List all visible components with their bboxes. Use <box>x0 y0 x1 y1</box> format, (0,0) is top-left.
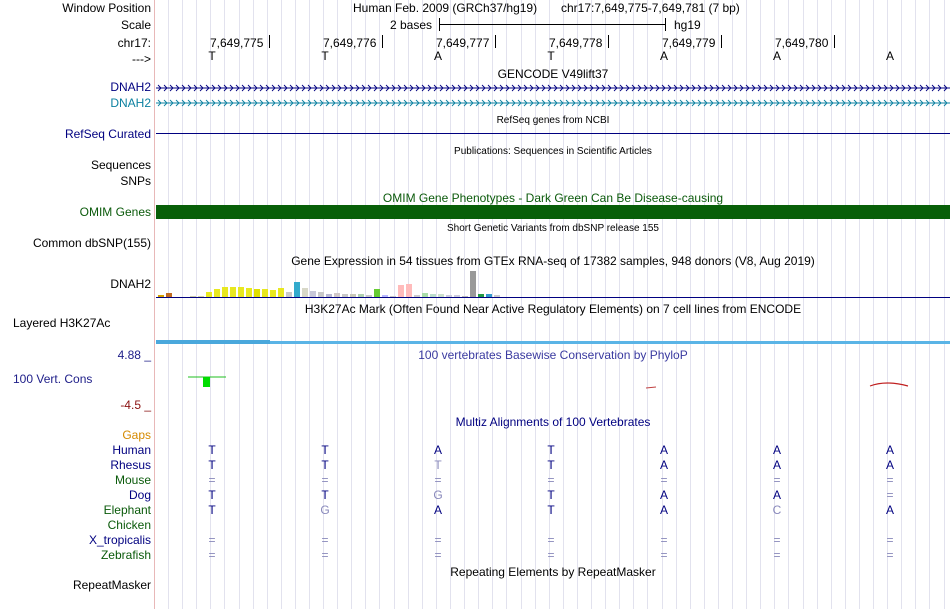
gtex-tissue-bar[interactable] <box>254 289 260 297</box>
gtex-tissue-bar[interactable] <box>206 292 212 297</box>
aligned-base-elephant: G <box>320 503 330 517</box>
aligned-base-elephant: C <box>772 503 782 517</box>
label-chrom: chr17: <box>117 36 151 50</box>
label-gtex-dnah2[interactable]: DNAH2 <box>110 277 151 291</box>
label-gaps[interactable]: Gaps <box>122 428 151 442</box>
aligned-base-elephant: T <box>547 503 555 517</box>
label-repeatmasker[interactable]: RepeatMasker <box>72 578 151 592</box>
label-scale: Scale <box>120 18 151 32</box>
h3k27ac-signal-peak <box>156 340 270 344</box>
label-species-zebrafish[interactable]: Zebrafish <box>100 548 151 562</box>
label-dnah2-gencode-2[interactable]: DNAH2 <box>110 96 151 110</box>
gtex-tissue-bar[interactable] <box>398 285 404 297</box>
aligned-base-mouse: = <box>886 473 894 487</box>
aligned-base-rhesus: T <box>547 458 555 472</box>
gtex-tissue-bar[interactable] <box>470 271 476 297</box>
gtex-tissue-bar[interactable] <box>222 287 228 297</box>
aligned-base-elephant: A <box>433 503 442 517</box>
gtex-tissue-bar[interactable] <box>294 282 300 297</box>
aligned-base-rhesus: T <box>434 458 442 472</box>
gtex-tissue-bar[interactable] <box>198 296 204 297</box>
aligned-base-human: A <box>659 443 668 457</box>
gtex-tissue-bar[interactable] <box>190 296 196 297</box>
gtex-tissue-bar[interactable] <box>286 292 292 297</box>
gtex-tissue-bar[interactable] <box>246 288 252 297</box>
label-omim-genes[interactable]: OMIM Genes <box>79 205 151 219</box>
label-refseq-curated[interactable]: RefSeq Curated <box>64 127 151 141</box>
h3k27ac-signal[interactable] <box>156 341 950 344</box>
aligned-base-elephant: A <box>659 503 668 517</box>
label-species-rhesus[interactable]: Rhesus <box>110 458 151 472</box>
aligned-base-rhesus: T <box>321 458 329 472</box>
aligned-base-x_tropicalis: = <box>547 533 555 547</box>
gtex-tissue-bar[interactable] <box>278 288 284 297</box>
label-dnah2-gencode-1[interactable]: DNAH2 <box>110 80 151 94</box>
gtex-tissue-bar[interactable] <box>158 295 164 297</box>
reference-base: A <box>772 49 781 63</box>
gtex-tissue-bar[interactable] <box>390 296 396 297</box>
aligned-base-human: A <box>433 443 442 457</box>
repeatmasker-track-title: Repeating Elements by RepeatMasker <box>450 565 656 579</box>
aligned-base-rhesus: T <box>208 458 216 472</box>
gtex-tissue-bar[interactable] <box>414 295 420 297</box>
ruler-position-label: 7,649,779 <box>662 36 716 50</box>
refseq-gene-line[interactable] <box>156 133 950 134</box>
label-cons-min: -4.5 _ <box>120 398 151 412</box>
aligned-base-dog: A <box>772 488 781 502</box>
aligned-base-mouse: = <box>208 473 216 487</box>
aligned-base-mouse: = <box>434 473 442 487</box>
ruler-position-label: 7,649,780 <box>775 36 829 50</box>
aligned-base-dog: T <box>547 488 555 502</box>
aligned-base-zebrafish: = <box>321 548 329 562</box>
phylop-positive-bar <box>203 377 210 387</box>
track-data-area[interactable] <box>156 0 950 609</box>
dbsnp-track-title: Short Genetic Variants from dbSNP release 155 <box>447 223 659 234</box>
gtex-tissue-bar[interactable] <box>382 295 388 297</box>
gtex-tissue-bar[interactable] <box>166 293 172 297</box>
aligned-base-dog: G <box>433 488 443 502</box>
gtex-tissue-bar[interactable] <box>302 288 308 297</box>
phylop-negative-mark-1 <box>646 387 656 388</box>
label-species-xtropicalis[interactable]: X_tropicalis <box>88 533 151 547</box>
gtex-tissue-bar[interactable] <box>326 294 332 297</box>
reference-base: A <box>433 49 442 63</box>
scale-db-label: hg19 <box>674 18 701 32</box>
label-species-elephant[interactable]: Elephant <box>103 503 151 517</box>
gtex-tissue-bar[interactable] <box>230 287 236 297</box>
aligned-base-x_tropicalis: = <box>660 533 668 547</box>
aligned-base-elephant: T <box>208 503 216 517</box>
aligned-base-zebrafish: = <box>660 548 668 562</box>
ruler-tick <box>495 35 496 48</box>
gtex-tissue-bar[interactable] <box>374 289 380 297</box>
scale-bar-label: 2 bases <box>390 18 433 32</box>
aligned-base-human: T <box>321 443 329 457</box>
gtex-track-title: Gene Expression in 54 tissues from GTEx RNA-seq of 17382 samples, 948 donors (V8, Aug 2019) <box>291 254 815 268</box>
label-layered-h3k27ac[interactable]: Layered H3K27Ac <box>13 316 111 330</box>
aligned-base-mouse: = <box>547 473 555 487</box>
phylop-negative-mark-2 <box>870 383 908 386</box>
gtex-tissue-bar[interactable] <box>454 295 460 297</box>
aligned-base-zebrafish: = <box>434 548 442 562</box>
gtex-tissue-bar[interactable] <box>334 293 340 297</box>
track-label-column <box>0 0 155 609</box>
ruler-tick <box>834 35 835 48</box>
ruler-position-label: 7,649,776 <box>323 36 377 50</box>
aligned-base-zebrafish: = <box>208 548 216 562</box>
gtex-tissue-bar[interactable] <box>238 287 244 297</box>
gtex-tissue-bar[interactable] <box>342 294 348 297</box>
reference-base: T <box>547 49 555 63</box>
gtex-tissue-bar[interactable] <box>486 294 492 297</box>
aligned-base-x_tropicalis: = <box>886 533 894 547</box>
ruler-position-label: 7,649,778 <box>549 36 603 50</box>
label-strand: ---> <box>132 52 151 66</box>
aligned-base-x_tropicalis: = <box>434 533 442 547</box>
label-sequences[interactable]: Sequences <box>90 158 151 172</box>
ruler-tick <box>382 35 383 48</box>
h3k27ac-track-title: H3K27Ac Mark (Often Found Near Active Regulatory Elements) on 7 cell lines from ENCODE <box>304 302 802 316</box>
gencode-gene-models[interactable] <box>156 80 950 110</box>
assembly-title: Human Feb. 2009 (GRCh37/hg19) <box>353 1 538 15</box>
aligned-base-human: T <box>547 443 555 457</box>
label-species-mouse[interactable]: Mouse <box>114 473 151 487</box>
aligned-base-rhesus: A <box>885 458 894 472</box>
ruler-tick <box>269 35 270 48</box>
aligned-base-human: T <box>208 443 216 457</box>
label-snps[interactable]: SNPs <box>120 174 151 188</box>
gtex-tissue-bar[interactable] <box>438 294 444 297</box>
window-position-text: chr17:7,649,775-7,649,781 (7 bp) <box>561 1 740 15</box>
scale-bar-left-tick <box>439 18 440 31</box>
aligned-base-mouse: = <box>321 473 329 487</box>
phylop-track-title: 100 vertebrates Basewise Conservation by PhyloP <box>418 348 688 362</box>
multiz-track-title: Multiz Alignments of 100 Vertebrates <box>455 415 651 429</box>
omim-gene-bar[interactable] <box>156 205 950 219</box>
aligned-base-elephant: A <box>885 503 894 517</box>
gtex-tissue-bar[interactable] <box>494 295 500 297</box>
ruler-position-label: 7,649,775 <box>210 36 264 50</box>
reference-base: T <box>321 49 329 63</box>
aligned-base-x_tropicalis: = <box>208 533 216 547</box>
gtex-tissue-bar[interactable] <box>270 290 276 297</box>
label-species-human[interactable]: Human <box>112 443 151 457</box>
aligned-base-rhesus: A <box>772 458 781 472</box>
label-species-chicken[interactable]: Chicken <box>107 518 151 532</box>
gtex-tissue-bar[interactable] <box>446 295 452 297</box>
gtex-tissue-bar[interactable] <box>430 294 436 297</box>
label-species-dog[interactable]: Dog <box>128 488 151 502</box>
aligned-base-zebrafish: = <box>547 548 555 562</box>
phylop-conservation-plot[interactable] <box>156 360 950 410</box>
label-cons-max: 4.88 _ <box>117 348 151 362</box>
aligned-base-zebrafish: = <box>886 548 894 562</box>
aligned-base-x_tropicalis: = <box>773 533 781 547</box>
scale-bar <box>439 24 665 25</box>
aligned-base-human: A <box>772 443 781 457</box>
publications-track-title: Publications: Sequences in Scientific Articles <box>454 146 652 157</box>
aligned-base-mouse: = <box>660 473 668 487</box>
gtex-tissue-bar[interactable] <box>478 294 484 297</box>
aligned-base-rhesus: A <box>659 458 668 472</box>
gtex-tissue-bar[interactable] <box>358 294 364 297</box>
gtex-tissue-bar[interactable] <box>214 289 220 297</box>
gtex-tissue-bar[interactable] <box>310 291 316 297</box>
ruler-tick <box>608 35 609 48</box>
aligned-base-dog: A <box>659 488 668 502</box>
gtex-tissue-bar[interactable] <box>422 293 428 297</box>
omim-track-title: OMIM Gene Phenotypes - Dark Green Can Be Disease-causing <box>382 191 724 205</box>
label-100-vert-cons[interactable]: 100 Vert. Cons <box>13 372 93 386</box>
label-window-position: Window Position <box>62 1 151 15</box>
reference-base: T <box>208 49 216 63</box>
ruler-position-label: 7,649,777 <box>436 36 490 50</box>
gtex-tissue-bar[interactable] <box>262 289 268 297</box>
reference-base: A <box>659 49 668 63</box>
gtex-tissue-bar[interactable] <box>406 284 412 297</box>
refseq-track-title: RefSeq genes from NCBI <box>496 115 610 126</box>
scale-bar-right-tick <box>665 18 666 31</box>
gtex-tissue-bar[interactable] <box>462 296 468 297</box>
aligned-base-dog: = <box>886 488 894 502</box>
gtex-expression-bars[interactable] <box>156 266 950 300</box>
reference-base: A <box>885 49 894 63</box>
ruler-tick <box>721 35 722 48</box>
aligned-base-dog: T <box>321 488 329 502</box>
label-common-dbsnp[interactable]: Common dbSNP(155) <box>32 236 151 250</box>
aligned-base-dog: T <box>208 488 216 502</box>
aligned-base-x_tropicalis: = <box>321 533 329 547</box>
gencode-track-title: GENCODE V49lift37 <box>497 67 609 81</box>
aligned-base-zebrafish: = <box>773 548 781 562</box>
aligned-base-mouse: = <box>773 473 781 487</box>
gtex-tissue-bar[interactable] <box>350 294 356 297</box>
gtex-tissue-bar[interactable] <box>318 292 324 297</box>
aligned-base-human: A <box>885 443 894 457</box>
gtex-tissue-bar[interactable] <box>366 295 372 297</box>
